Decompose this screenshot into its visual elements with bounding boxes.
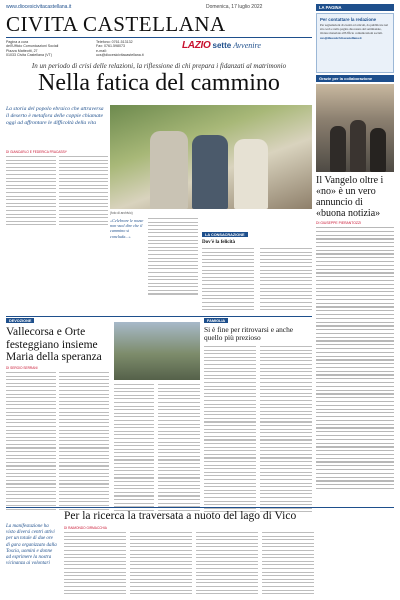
contact-box (316, 13, 394, 73)
lazio-sette-logo (182, 40, 261, 51)
sidebar-feature-headline: Il Vangelo oltre i «no» è un vero annuncio di «buona notizia» (316, 175, 384, 219)
contact-box-title: Per contattare la redazione (320, 17, 377, 22)
photo-person (234, 139, 268, 209)
vico-byline: DI RAIMONDO GIRMACCHIA (64, 526, 107, 530)
rivivere-body-col-2 (260, 346, 312, 512)
vico-body-col-1 (64, 532, 126, 594)
lead-photo-caption: (foto di archivio) (110, 211, 133, 215)
lead-body-col-3 (148, 218, 198, 296)
lead-body-col-1 (6, 156, 56, 228)
sidebar-photo (316, 84, 394, 172)
vallecorsa-byline: DI SERGIO SERRANI (6, 366, 38, 370)
sidebar-feature-byline: DI GIUSEPPE PIERANTOZZI (316, 221, 361, 225)
sidebar-section-label: LA PAGINA (316, 4, 394, 11)
lead-body-col-2 (59, 156, 108, 228)
vallecorsa-body-col-2 (59, 372, 109, 512)
vico-body-col-4 (262, 532, 314, 594)
contact-line: dell'Ufficio Comunicazioni Sociali (6, 44, 59, 49)
middle-body-col-2 (158, 384, 200, 512)
contact-address (6, 40, 58, 58)
logo-lazio: LAZIO (182, 40, 211, 51)
lead-summary: La storia del popolo ebraico che attraversa il deserto è metafora delle coppie chiamate oggi ad affrontare le difficoltà della vita (6, 106, 104, 126)
thanks-bar: Grazie per la collaborazione (316, 75, 394, 82)
contact-line: Pagina a cura (6, 40, 29, 44)
vico-headline: Per la ricerca la traversata a nuoto del lago di Vico (64, 510, 297, 522)
contact-email[interactable]: ucs@diocesicivitacastellana.it (96, 53, 144, 58)
contact-line: Piazza Matteotti, 27 (6, 48, 38, 53)
contact-phone (96, 40, 144, 58)
photo-person (370, 128, 386, 172)
contact-line: e-mail: (96, 48, 107, 53)
dono-body-col-2 (260, 248, 312, 312)
section-label-devozione: DEVOZIONE (6, 318, 34, 323)
masthead-rule (6, 37, 312, 38)
section-label-consacrazione: LA CONSACRAZIONE (202, 232, 248, 237)
photo-person (150, 131, 188, 209)
contact-box-email[interactable]: ucs@diocesicivitacastellana.it (320, 36, 362, 41)
rivivere-body-col-1 (204, 346, 256, 512)
lead-kicker: In un periodo di crisi delle relazioni, la riflessione di chi prepara i fidanzati al matrimonio (31, 62, 287, 70)
contact-line: Fax: 0761.598073 (96, 44, 125, 49)
logo-sette: sette (212, 41, 232, 50)
photo-person (192, 135, 228, 209)
contact-box-text: Per segnalazioni di eventi ed articoli, da pubblicare nel sito web e nella pagina diocesana del settimanale, inviare materiale all'Ufficio comunicazioni sociali. (320, 23, 388, 35)
vico-body-col-3 (196, 532, 258, 594)
vico-pullquote: La manifestazione ha visto diversi centri attivi per un totale di due ore di gara organizzato dalla Toscia, uomini e donne ad esprimere la nostra vicinanza ai volontari (6, 524, 57, 567)
middle-body-col-1 (114, 384, 154, 512)
rivivere-headline: Si è fine per ritrovarsi e anche quello più prezioso (204, 325, 294, 343)
lead-headline: Nella fatica del cammino (38, 70, 280, 96)
right-sidebar (316, 4, 394, 596)
newspaper-page (6, 4, 394, 596)
photo-person (350, 120, 366, 172)
dono-headline: Dov'è la felicità (202, 240, 236, 245)
vallecorsa-headline: Vallecorsa e Orte festeggiano insieme Maria della speranza (6, 326, 102, 363)
lead-pullquote: «Celebrare le nozze non vuol dire che il cammino si concluda...» (110, 218, 144, 239)
section-rule (6, 316, 312, 317)
logo-avvenire: Avvenire (233, 41, 261, 50)
section-label-famiglia: FAMIGLIA (204, 318, 228, 323)
vallecorsa-photo (114, 322, 200, 380)
lead-byline: DI GIANCARLO E FEDERICA FRACASSI* (6, 150, 67, 154)
sidebar-feature-body (316, 227, 394, 517)
website-url[interactable]: www.diocesicivitacastellana.it (6, 4, 72, 10)
contact-line: 01033 Civita Castellana (VT) (6, 53, 52, 58)
dono-body-col-1 (202, 248, 254, 312)
vico-body-col-2 (130, 532, 192, 594)
photo-person (330, 126, 346, 172)
contact-line: Telefono: 0761.513132 (96, 40, 133, 44)
vallecorsa-body-col-1 (6, 372, 56, 512)
masthead-title: CIVITA CASTELLANA (6, 12, 226, 36)
lead-photo (110, 105, 312, 209)
issue-date: Domenica, 17 luglio 2022 (206, 4, 263, 10)
